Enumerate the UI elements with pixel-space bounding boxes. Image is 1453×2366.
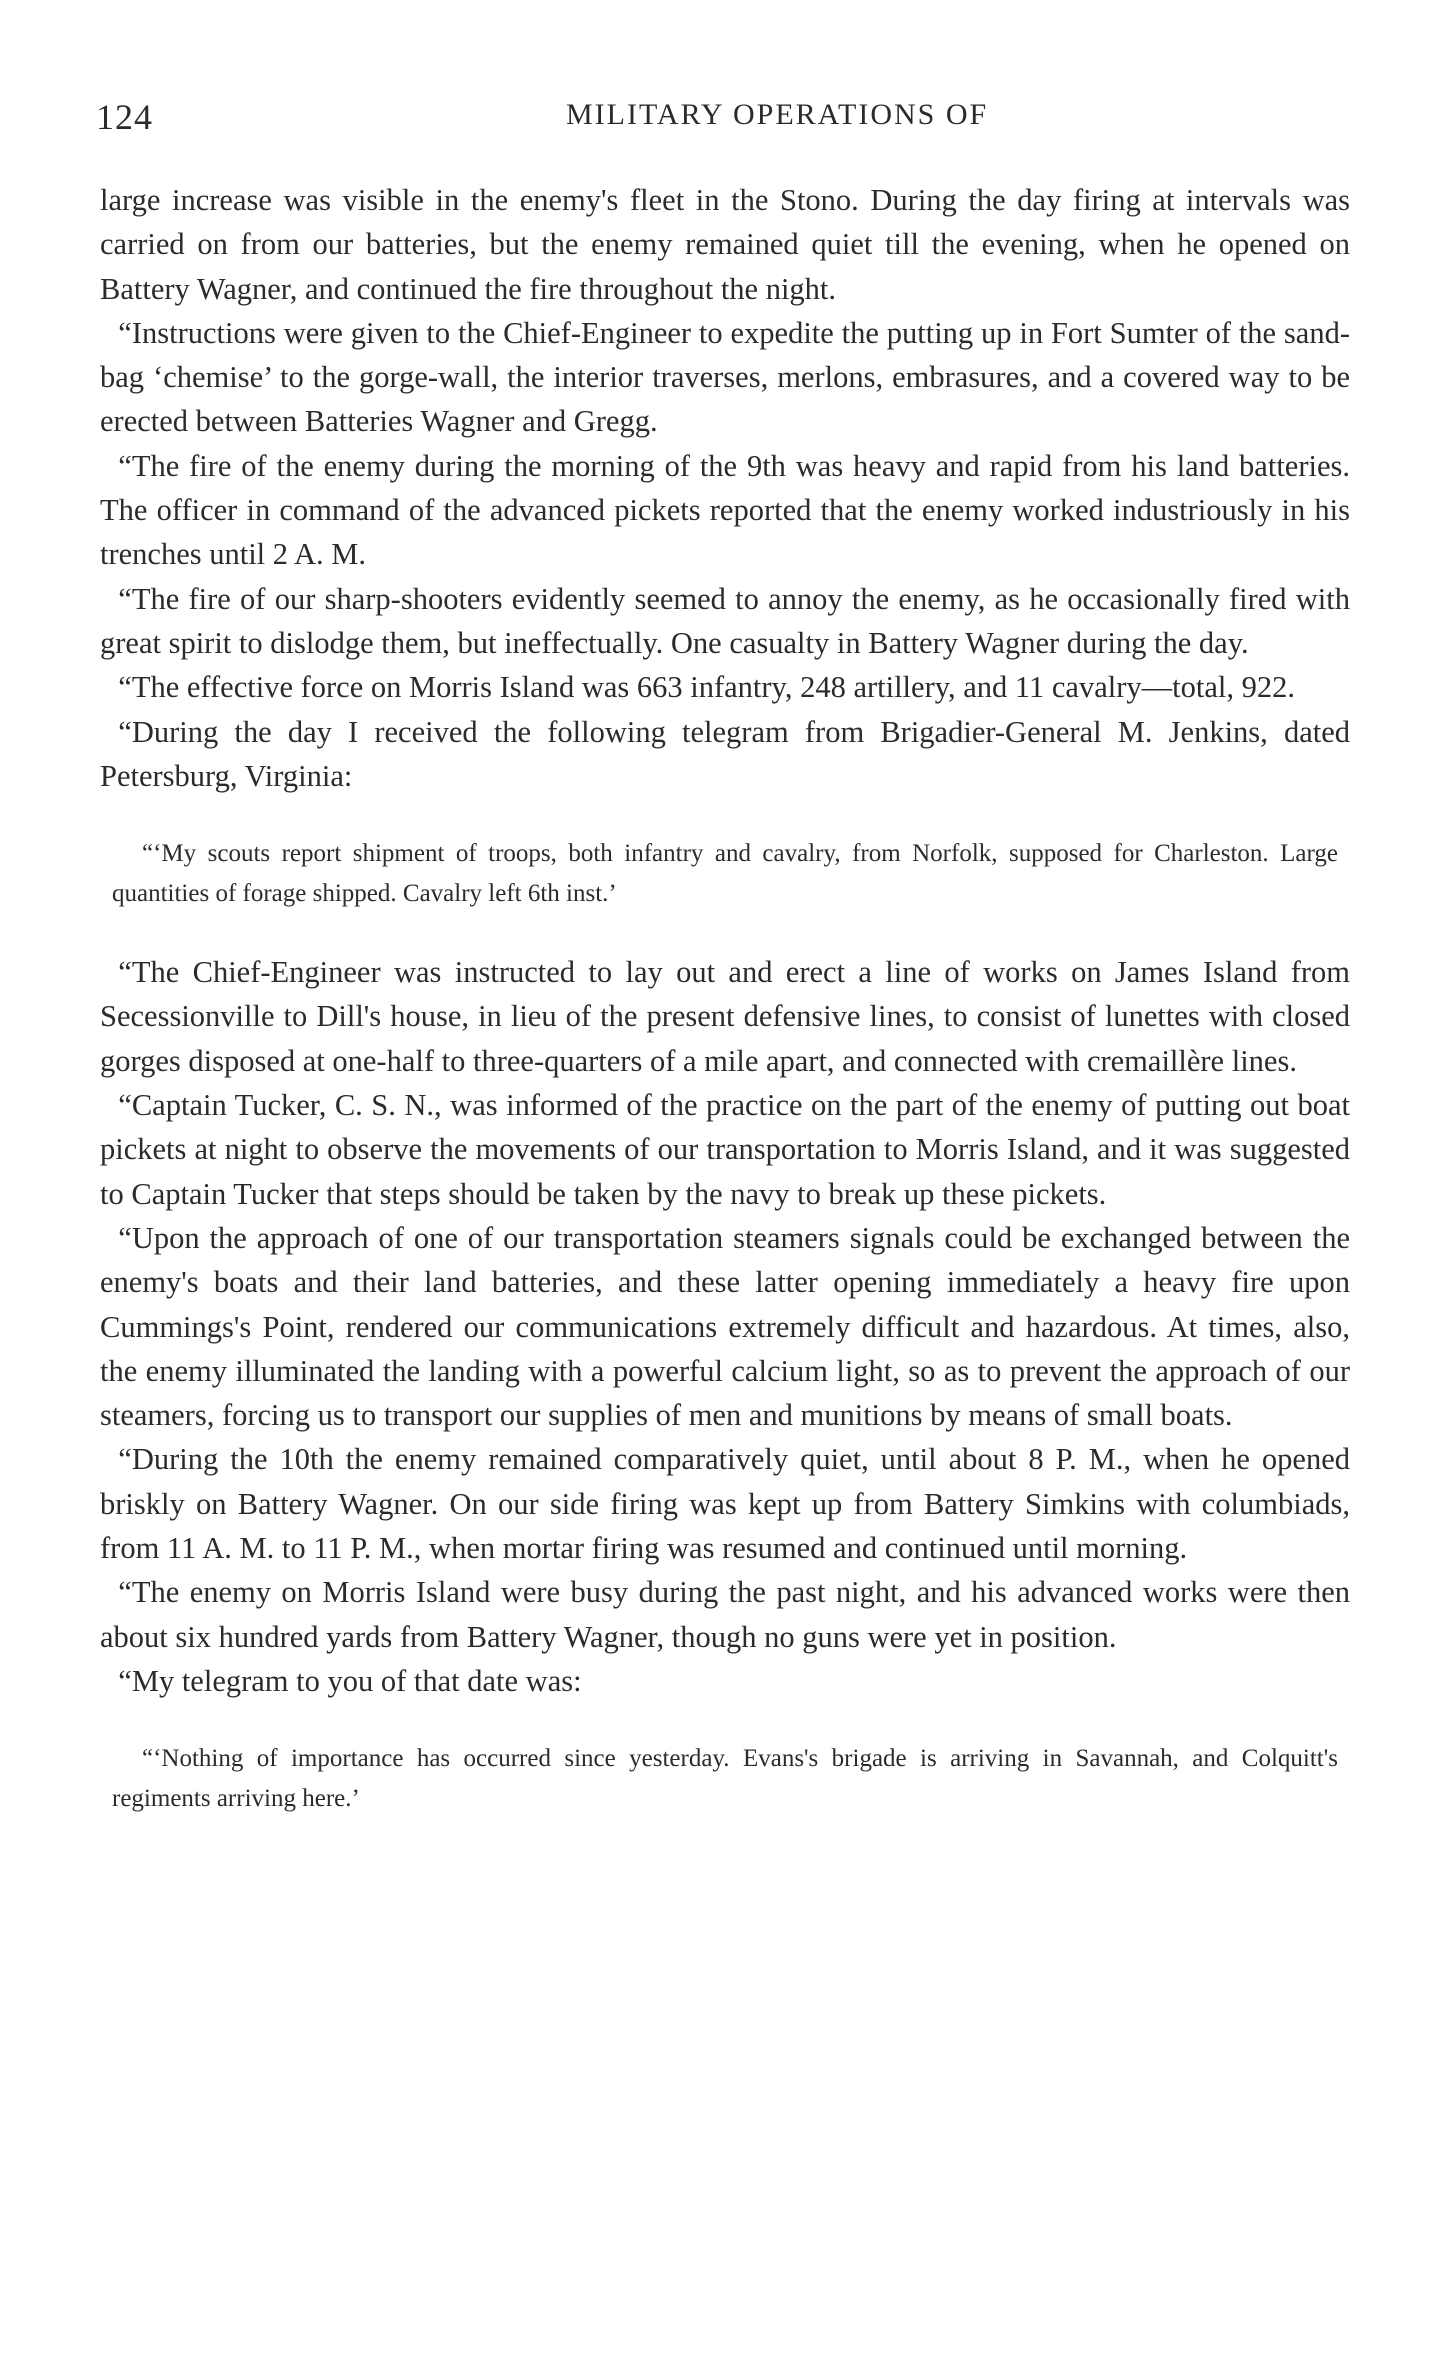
page-header [96,96,1356,146]
paragraph: “The fire of our sharp-shooters evidently seemed to annoy the enemy, as he occasionally fired with great spirit to dislodge them, but ineffectually. One casualty in Battery Wagner during the day. [100,581,1350,660]
paragraph: “The effective force on Morris Island was 663 infantry, 248 artillery, and 11 cavalry—total, 922. [118,670,1295,705]
paragraph: “The enemy on Morris Island were busy during the past night, and his advanced works were then about six hundred yards from Battery Wagner, though no guns were yet in position. [100,1575,1350,1654]
telegram-quote: “‘My scouts report shipment of troops, both infantry and cavalry, from Norfolk, supposed for Charleston. Large quantities of forage shipped. Cavalry left 6th inst.’ [112,840,1338,908]
running-head: MILITARY OPERATIONS OF [566,98,989,131]
page-body [100,178,1350,1819]
paragraph: “Upon the approach of one of our transportation steamers signals could be exchanged between the enemy's boats and their land batteries, and these latter opening immediately a heavy fire upon Cummings's Point, rendered our communications extremely difficult and hazardous. At times, also, the enemy illuminated the landing with a powerful calcium light, so as to prevent the approach of our steamers, forcing us to transport our supplies of men and munitions by means of small boats. [100,1220,1350,1433]
paragraph: large increase was visible in the enemy's fleet in the Stono. During the day firing at intervals was carried on from our batteries, but the enemy remained quiet till the evening, when he opened on Battery Wagner, and continued the fire throughout the night. [100,183,1350,306]
page-number: 124 [96,97,153,137]
paragraph: “The fire of the enemy during the morning of the 9th was heavy and rapid from his land batteries. The officer in command of the advanced pickets reported that the enemy worked industriously in his trenches until 2 A. M. [100,448,1350,572]
paragraph: “During the day I received the following telegram from Brigadier-General M. Jenkins, dated Petersburg, Virginia: [100,714,1350,793]
paragraph: “During the 10th the enemy remained comparatively quiet, until about 8 P. M., when he opened briskly on Battery Wagner. On our side firing was kept up from Battery Simkins with columbiads, from 11 A. M. to 11 P. M., when mortar firing was resumed and continued until morning. [100,1442,1350,1566]
paragraph: “Instructions were given to the Chief-Engineer to expedite the putting up in Fort Sumter of the sand-bag ‘chemise’ to the gorge-wall, the interior traverses, merlons, embrasures, and a covered way to be erected between Batteries Wagner and Gregg. [100,315,1350,439]
telegram-quote: “‘Nothing of importance has occurred since yesterday. Evans's brigade is arriving in Savannah, and Colquitt's regiments arriving here.’ [112,1745,1338,1813]
paragraph: “The Chief-Engineer was instructed to lay out and erect a line of works on James Island from Secessionville to Dill's house, in lieu of the present defensive lines, to consist of lunettes with closed gorges disposed at one-half to three-quarters of a mile apart, and connected with cremaillère lines. [100,955,1350,1078]
paragraph: “Captain Tucker, C. S. N., was informed of the practice on the part of the enemy of putting out boat pickets at night to observe the movements of our transportation to Morris Island, and it was suggested to Captain Tucker that steps should be taken by the navy to break up these pickets. [100,1088,1350,1211]
paragraph: “My telegram to you of that date was: [118,1663,582,1698]
